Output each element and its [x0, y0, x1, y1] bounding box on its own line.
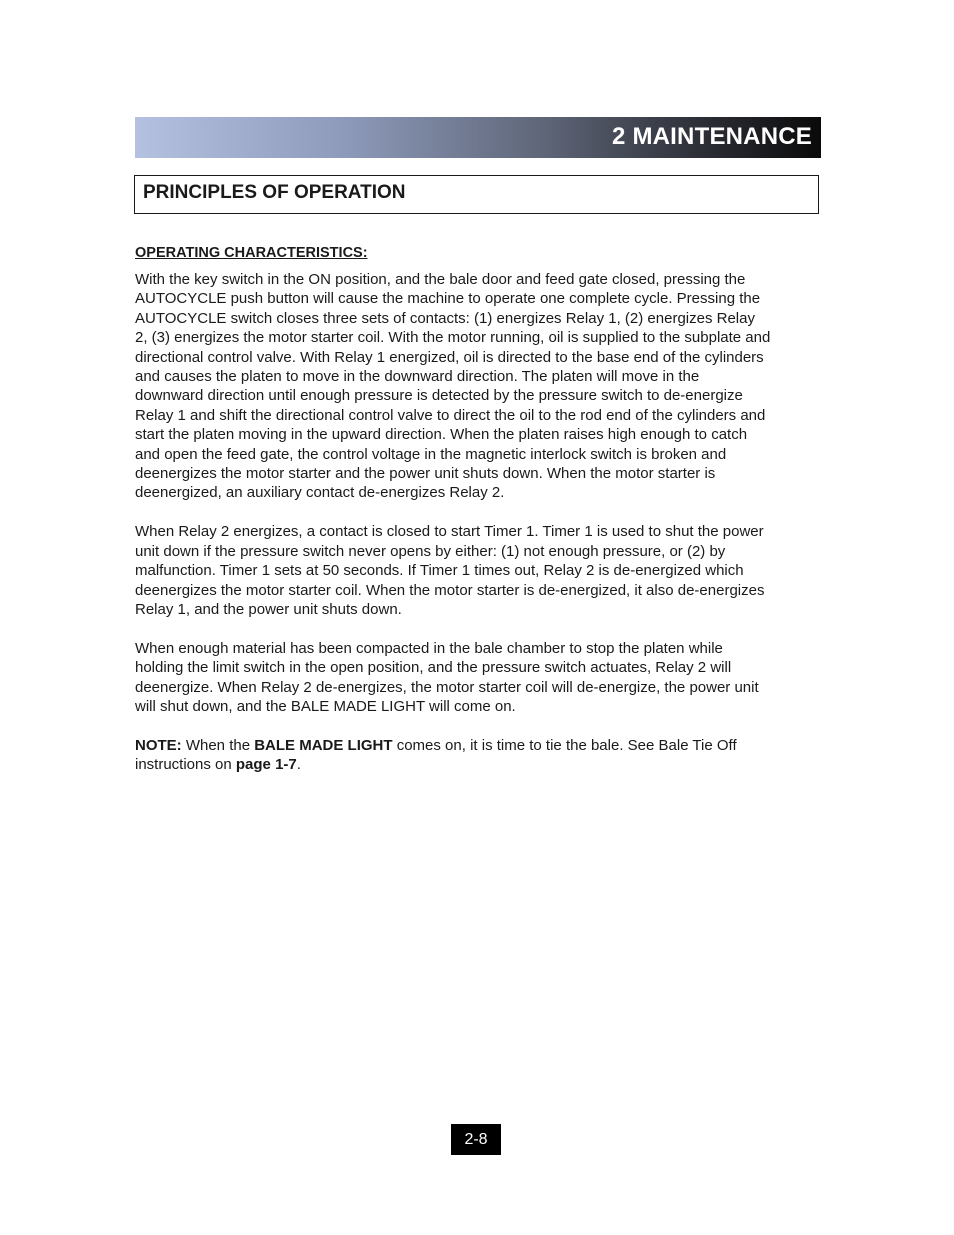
chapter-banner — [135, 117, 821, 158]
subheading-operating-characteristics: OPERATING CHARACTERISTICS: — [135, 245, 368, 261]
page-number: 2-8 — [451, 1124, 501, 1155]
text-line: deenergized, an auxiliary contact de-energizes Relay 2. — [135, 484, 505, 502]
text-line: directional control valve. With Relay 1 energized, oil is directed to the base end of the cylinders — [135, 348, 764, 366]
note-text: instructions on — [135, 756, 236, 774]
document-body — [135, 244, 825, 794]
note-paragraph — [135, 736, 825, 775]
chapter-title: 2 MAINTENANCE — [612, 123, 812, 150]
text-line: holding the limit switch in the open position, and the pressure switch actuates, Relay 2 will — [135, 659, 732, 677]
note-line-2 — [135, 755, 825, 774]
text-line: With the key switch in the ON position, and the bale door and feed gate closed, pressing the — [135, 271, 746, 288]
text-line: Relay 1 and shift the directional control valve to direct the oil to the rod end of the cylinders and — [135, 406, 766, 424]
text-line: Relay 1, and the power unit shuts down. — [135, 601, 402, 618]
paragraph-3 — [135, 639, 825, 717]
text-line: When enough material has been compacted in the bale chamber to stop the platen while — [135, 639, 723, 657]
note-text: . — [296, 756, 301, 774]
text-line: unit down if the pressure switch never opens by either: (1) not enough pressure, or (2) by — [135, 542, 726, 560]
note-line-1 — [135, 736, 825, 755]
paragraph-1 — [135, 270, 825, 503]
text-line: malfunction. Timer 1 sets at 50 seconds. If Timer 1 times out, Relay 2 is de-energized which — [135, 562, 744, 580]
note-page-reference: page 1-7 — [235, 756, 297, 774]
text-line: downward direction until enough pressure is detected by the pressure switch to de-energize — [135, 387, 743, 405]
section-title-box — [134, 175, 819, 214]
text-line: deenergize. When Relay 2 de-energizes, the motor starter coil will de-energize, the power unit — [135, 678, 759, 696]
note-label: NOTE: — [135, 737, 182, 755]
text-line: 2, (3) energizes the motor starter coil. With the motor running, oil is supplied to the subplate and — [135, 329, 771, 347]
paragraph-2 — [135, 522, 825, 619]
text-line: AUTOCYCLE switch closes three sets of contacts: (1) energizes Relay 1, (2) energizes Relay — [135, 309, 755, 327]
note-text: comes on, it is time to tie the bale. See Bale Tie Off — [392, 737, 737, 755]
text-line: When Relay 2 energizes, a contact is closed to start Timer 1. Timer 1 is used to shut the power — [135, 523, 764, 541]
text-line: deenergizes the motor starter coil. When the motor starter is de-energized, it also de-energizes — [135, 581, 765, 599]
section-title: PRINCIPLES OF OPERATION — [143, 182, 406, 203]
text-line: and open the feed gate, the control voltage in the magnetic interlock switch is broken and — [135, 445, 727, 463]
note-text: When the — [181, 737, 255, 755]
text-line: will shut down, and the BALE MADE LIGHT will come on. — [135, 698, 516, 716]
note-bale-made-light: BALE MADE LIGHT — [254, 737, 393, 755]
text-line: start the platen moving in the upward direction. When the platen raises high enough to catch — [135, 426, 748, 444]
text-line: AUTOCYCLE push button will cause the machine to operate one complete cycle. Pressing the — [135, 290, 761, 308]
text-line: and causes the platen to move in the downward direction. The platen will move in the — [135, 368, 700, 386]
text-line: deenergizes the motor starter and the power unit shuts down. When the motor starter is — [135, 465, 716, 483]
